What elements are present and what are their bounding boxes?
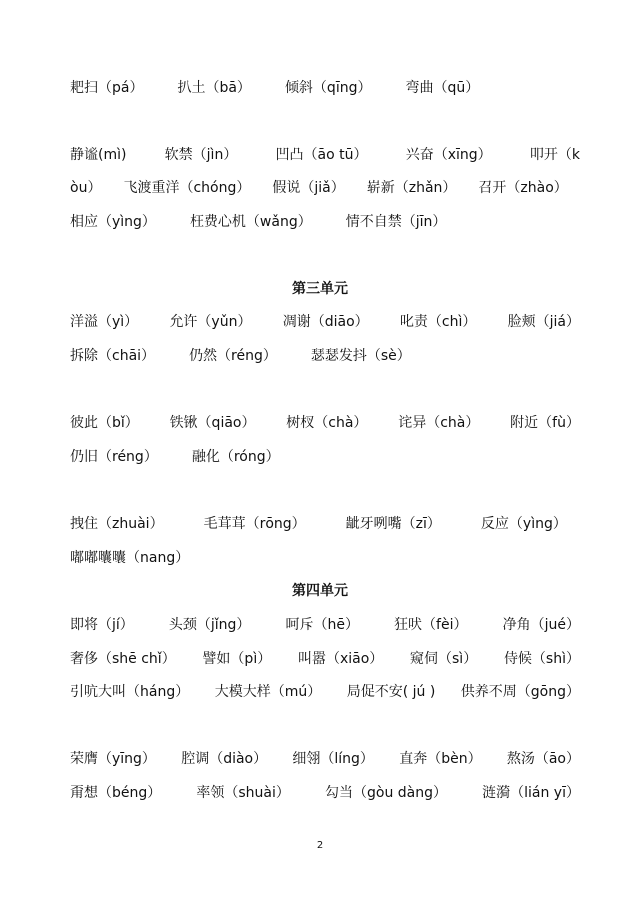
vocab-entry: 飞渡重洋（chóng） bbox=[123, 180, 251, 196]
vocab-entry: 熬汤（āo） bbox=[506, 751, 580, 767]
vocab-entry: 情不自禁（jīn） bbox=[345, 214, 447, 230]
vocab-line-9 bbox=[70, 515, 580, 533]
vocab-entry: 呵斥（hē） bbox=[285, 617, 359, 633]
vocab-line-3 bbox=[70, 179, 580, 197]
vocab-entry: 毛茸茸（rōng） bbox=[203, 516, 306, 532]
vocab-line-5 bbox=[70, 313, 580, 331]
vocab-entry: 倾斜（qīng） bbox=[284, 80, 372, 96]
vocab-entry: 头颈（jǐng） bbox=[168, 617, 251, 633]
vocab-entry: 窥伺（sì） bbox=[410, 651, 478, 667]
vocab-line-11 bbox=[70, 616, 580, 634]
vocab-entry: 凋谢（diāo） bbox=[282, 314, 369, 330]
vocab-entry: 弯曲（qū） bbox=[405, 80, 480, 96]
vocab-line-7 bbox=[70, 414, 580, 432]
vocab-entry: 软禁（jìn） bbox=[164, 147, 238, 163]
vocab-entry: 嘟嘟囔囔（nang） bbox=[70, 550, 190, 566]
vocab-line-13 bbox=[70, 683, 580, 701]
vocab-entry: 拆除（chāi） bbox=[70, 348, 156, 364]
vocab-entry: 诧异（chà） bbox=[398, 415, 480, 431]
vocab-entry: 洋溢（yì） bbox=[70, 314, 139, 330]
vocab-line-2 bbox=[70, 146, 580, 164]
vocab-entry: 拽住（zhuài） bbox=[70, 516, 164, 532]
vocab-line-8 bbox=[70, 448, 580, 466]
vocab-entry: 附近（fù） bbox=[510, 415, 580, 431]
vocab-entry: 侍候（shì） bbox=[503, 651, 580, 667]
vocab-entry: 静谧(mì) bbox=[70, 147, 127, 163]
vocab-entry: 涟漪（lián yī） bbox=[482, 785, 580, 801]
vocab-entry: 叩开（k bbox=[529, 147, 580, 163]
vocab-entry: 龇牙咧嘴（zī） bbox=[345, 516, 441, 532]
vocab-entry: 相应（yìng） bbox=[70, 214, 156, 230]
vocab-entry: 勾当（gòu dàng） bbox=[325, 785, 448, 801]
vocab-entry: 譬如（pì） bbox=[202, 651, 272, 667]
vocab-entry: 瑟瑟发抖（sè） bbox=[310, 348, 411, 364]
vocab-entry: 狂吠（fèi） bbox=[394, 617, 468, 633]
vocab-entry: 叱责（chì） bbox=[399, 314, 477, 330]
vocab-entry: òu） bbox=[70, 180, 102, 196]
vocab-entry: 甭想（béng） bbox=[70, 785, 162, 801]
vocab-entry: 率领（shuài） bbox=[196, 785, 290, 801]
vocab-entry: 叫嚣（xiāo） bbox=[297, 651, 384, 667]
vocab-line-12 bbox=[70, 650, 580, 668]
vocab-entry: 崭新（zhǎn） bbox=[366, 180, 457, 196]
vocab-entry: 荣膺（yīng） bbox=[70, 751, 156, 767]
vocab-entry: 仍旧（réng） bbox=[70, 449, 158, 465]
vocab-entry: 铁锹（qiāo） bbox=[169, 415, 256, 431]
vocab-entry: 即将（jí） bbox=[70, 617, 134, 633]
vocab-entry: 直奔（bèn） bbox=[399, 751, 482, 767]
unit4-heading: 第四单元 bbox=[292, 583, 348, 599]
vocab-entry: 引吭大叫（háng） bbox=[70, 684, 190, 700]
vocab-entry: 净角（jué） bbox=[502, 617, 580, 633]
vocab-entry: 允许（yǔn） bbox=[169, 314, 252, 330]
vocab-entry: 融化（róng） bbox=[191, 449, 280, 465]
vocab-entry: 局促不安( jú ) bbox=[346, 684, 436, 700]
vocab-line-15 bbox=[70, 784, 580, 802]
vocab-entry: 彼此（bǐ） bbox=[70, 415, 139, 431]
page-number: 2 bbox=[316, 840, 324, 851]
vocab-entry: 召开（zhào） bbox=[478, 180, 568, 196]
vocab-entry: 枉费心机（wǎng） bbox=[189, 214, 312, 230]
vocab-line-10 bbox=[70, 549, 580, 567]
vocab-entry: 大模大样（mú） bbox=[214, 684, 322, 700]
vocab-entry: 仍然（réng） bbox=[189, 348, 277, 364]
vocab-line-4 bbox=[70, 213, 580, 231]
vocab-entry: 凹凸（āo tū） bbox=[275, 147, 368, 163]
vocab-entry: 反应（yìng） bbox=[480, 516, 567, 532]
vocab-entry: 脸颊（jiá） bbox=[507, 314, 580, 330]
vocab-entry: 耙扫（pá） bbox=[70, 80, 144, 96]
unit3-heading: 第三单元 bbox=[292, 281, 348, 297]
vocab-line-1 bbox=[70, 79, 580, 97]
vocab-entry: 扒土（bā） bbox=[177, 80, 251, 96]
vocab-entry: 细翎（líng） bbox=[292, 751, 374, 767]
vocab-entry: 树杈（chà） bbox=[286, 415, 368, 431]
vocab-entry: 奢侈（shē chǐ） bbox=[70, 651, 176, 667]
vocab-entry: 假说（jiǎ） bbox=[272, 180, 345, 196]
vocab-entry: 供养不周（gōng） bbox=[460, 684, 580, 700]
vocab-entry: 腔调（diào） bbox=[181, 751, 268, 767]
vocab-entry: 兴奋（xīng） bbox=[405, 147, 492, 163]
vocab-line-14 bbox=[70, 750, 580, 768]
vocab-line-6 bbox=[70, 347, 580, 365]
